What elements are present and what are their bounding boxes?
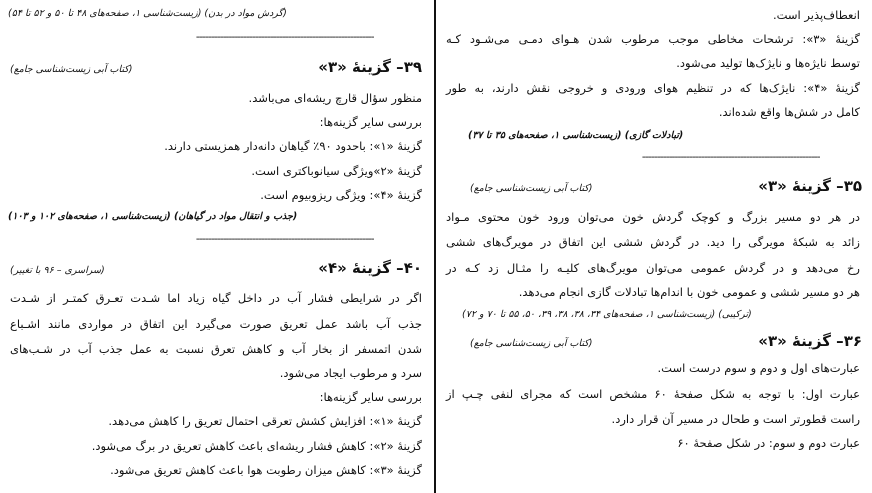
dashed-separator: ------------------------------------------------------------ xyxy=(195,232,374,245)
dashed-separator: ------------------------------------------------------------ xyxy=(641,150,820,163)
question-heading-39: ۳۹– گزینهٔ «۳» xyxy=(318,58,422,76)
text-line: عبارت اول: با توجه به شکل صفحهٔ ۶۰ مشخص است که مجرای لنفی چـپ از xyxy=(446,387,860,401)
text-line: هر دو مسیر ششی و عمومی خون با اندام‌ها تبادلات گازی انجام می‌دهد. xyxy=(518,285,860,299)
text-line: زائد به شبکهٔ مویرگی را دید. در گردش ششی این اتفاق در مویرگ‌های ششی xyxy=(446,235,860,249)
question-reference-36: (کتاب آبی زیست‌شناسی جامع) xyxy=(470,338,593,349)
source-citation: (جذب و انتقال مواد در گیاهان) (زیست‌شناسی ۱، صفحه‌های ۱۰۲ و ۱۰۳) xyxy=(8,211,298,222)
source-citation: (گردش مواد در بدن) (زیست‌شناسی ۱، صفحه‌های ۴۸ تا ۵۰ و ۵۲ تا ۵۴) xyxy=(8,8,287,19)
text-line: توسط نایژه‌ها و نایژک‌ها تولید می‌شود. xyxy=(676,56,860,70)
question-heading-40: ۴۰– گزینهٔ «۴» xyxy=(318,259,422,277)
text-line: گزینهٔ «۱»: افزایش کشش تعرقی احتمال تعریق را کاهش می‌دهد. xyxy=(108,414,422,428)
source-citation: (تبادلات گازی) (زیست‌شناسی ۱، صفحه‌های ۳۵ تا ۳۷) xyxy=(468,130,684,141)
text-line: گزینهٔ «۲»: کاهش فشار ریشه‌ای باعث کاهش تعریق در برگ می‌شود. xyxy=(91,439,422,453)
left-column xyxy=(4,0,428,493)
text-line: گزینهٔ «۱»: باحدود ۹۰٪ گیاهان دانه‌دار همزیستی دارند. xyxy=(164,139,422,153)
question-heading-36: ۳۶– گزینهٔ «۳» xyxy=(758,332,862,350)
text-line: بررسی سایر گزینه‌ها: xyxy=(319,390,422,404)
text-line: کامل در شش‌ها واقع شده‌اند. xyxy=(718,105,860,119)
text-line: عبارت‌های اول و دوم و سوم درست است. xyxy=(657,361,860,375)
text-line: در هر دو مسیر بزرگ و کوچک گردش خون می‌توان ورود خون محتوی مـواد xyxy=(446,210,860,224)
text-line: سرد و مرطوب ایجاد می‌شود. xyxy=(279,366,422,380)
text-line: گزینهٔ «۲»ویژگی سیانوباکتری است. xyxy=(251,164,422,178)
text-line: گزینهٔ «۳»: کاهش میزان رطوبت هوا باعث کاهش تعریق می‌شود. xyxy=(110,463,422,477)
question-reference-35: (کتاب آبی زیست‌شناسی جامع) xyxy=(470,183,593,194)
text-line: راست قطورتر است و طحال در مسیر آن قرار دارد. xyxy=(611,412,860,426)
source-citation: (ترکیبی) (زیست‌شناسی ۱، صفحه‌های ۳۴، ۳۸، ۳۸، ۳۹، ۵۰، ۵۵ تا ۷۰ و ۷۲) xyxy=(462,309,752,320)
text-line: منظور سؤال قارچ ریشه‌ای می‌باشد. xyxy=(248,91,422,105)
text-line: شدن اتمسفر از بخار آب و کاهش تعرق نسبت به عمل جذب آب در شـب‌های xyxy=(10,342,422,356)
right-column xyxy=(440,0,866,493)
text-line: جذب آب باشد عمل تعریق صورت می‌گیرد این اتفاق در مواردی مانند اشـباع xyxy=(10,317,422,331)
text-line: عبارت دوم و سوم: در شکل صفحهٔ ۶۰ xyxy=(677,436,860,450)
text-line: گزینهٔ «۴»: نایژک‌ها که در تنظیم هوای ورودی و خروجی نقش دارند، به طور xyxy=(446,81,860,95)
column-divider xyxy=(434,0,436,493)
text-line: گزینهٔ «۴»: ویژگی ریزوبیوم است. xyxy=(260,188,422,202)
question-heading-35: ۳۵– گزینهٔ «۳» xyxy=(758,177,862,195)
text-line: گزینهٔ «۳»: ترشحات مخاطی موجب مرطوب شدن هـوای دمـی می‌شـود کـه xyxy=(446,32,860,46)
question-reference-39: (کتاب آبی زیست‌شناسی جامع) xyxy=(10,64,133,75)
text-line: اگر در شرایطی فشار آب در داخل گیاه زیاد اما شـدت تعـرق کمتـر از شـدت xyxy=(10,291,422,305)
question-reference-40: (سراسری – ۹۶ با تغییر) xyxy=(10,265,105,276)
text-line: انعطاف‌پذیر است. xyxy=(772,8,860,22)
text-line: رخ می‌دهد و در گردش عمومی می‌توان مویرگ‌های کلیـه را مثـال زد کـه در xyxy=(446,261,860,275)
dashed-separator: ------------------------------------------------------------ xyxy=(195,30,374,43)
text-line: بررسی سایر گزینه‌ها: xyxy=(319,115,422,129)
